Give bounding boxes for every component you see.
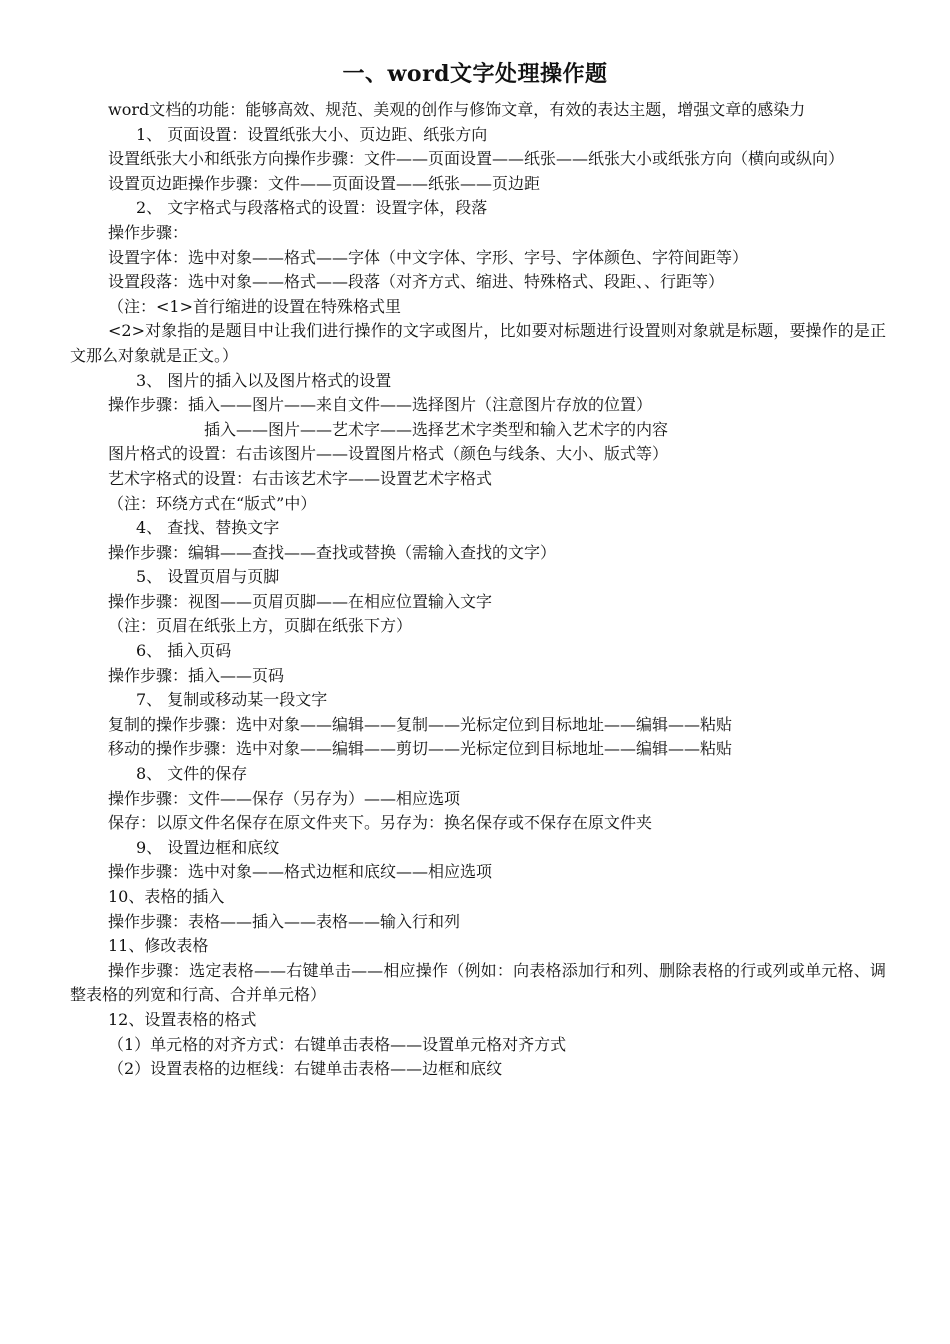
paragraph: （1）单元格的对齐方式：右键单击表格——设置单元格对齐方式 [108,1034,567,1054]
paragraph: 操作步骤：编辑——查找——查找或替换（需输入查找的文字） [108,542,557,562]
section-heading: 12、设置表格的格式 [108,1009,257,1029]
paragraph: 插入——图片——艺术字——选择艺术字类型和输入艺术字的内容 [204,419,669,439]
section-heading: 8、 文件的保存 [136,764,248,784]
note: （注：页眉在纸张上方，页脚在纸张下方） [108,616,413,636]
section-heading: 6、 插入页码 [136,641,232,661]
paragraph: 设置段落：选中对象——格式——段落（对齐方式、缩进、特殊格式、段距、、行距等） [108,272,725,292]
section-heading: 7、 复制或移动某一段文字 [136,690,328,710]
paragraph: 操作步骤：插入——页码 [108,665,285,685]
paragraph: 移动的操作步骤：选中对象——编辑——剪切——光标定位到目标地址——编辑——粘贴 [108,739,733,759]
section-heading: 10、表格的插入 [108,887,225,906]
paragraph: 操作步骤：插入——图片——来自文件——选择图片（注意图片存放的位置） [108,395,653,415]
paragraph: 图片格式的设置：右击该图片——设置图片格式（颜色与线条、大小、版式等） [108,444,669,464]
section-heading: 5、 设置页眉与页脚 [136,567,280,587]
document-body [70,98,886,1082]
note: <2>对象指的是题目中让我们进行操作的文字或图片，比如要对标题进行设置则对象就是标题，要操作的是正文那么对象就是正文。） [70,321,886,365]
paragraph: 操作步骤：选中对象——格式边框和底纹——相应选项 [108,862,493,882]
section-heading: 9、 设置边框和底纹 [136,837,280,857]
section-heading: 4、 查找、替换文字 [136,518,280,538]
paragraph: 操作步骤： [108,222,189,242]
document-title: 一、word文字处理操作题 [342,61,608,87]
paragraph: 操作步骤：表格——插入——表格——输入行和列 [108,911,461,931]
note: （注：环绕方式在“版式”中） [108,493,317,513]
paragraph: word文档的功能：能够高效、规范、美观的创作与修饰文章，有效的表达主题，增强文章的感染力 [108,100,806,119]
paragraph: 操作步骤：视图——页眉页脚——在相应位置输入文字 [108,591,493,611]
paragraph: 保存：以原文件名保存在原文件夹下。另存为：换名保存或不保存在原文件夹 [108,813,653,833]
paragraph: （2）设置表格的边框线：右键单击表格——边框和底纹 [108,1059,503,1079]
paragraph: 设置纸张大小和纸张方向操作步骤：文件——页面设置——纸张——纸张大小或纸张方向（横向或纵向） [108,149,845,169]
paragraph: 艺术字格式的设置：右击该艺术字——设置艺术字格式 [108,468,493,488]
paragraph: 设置页边距操作步骤：文件——页面设置——纸张——页边距 [108,173,541,193]
paragraph: 设置字体：选中对象——格式——字体（中文字体、字形、字号、字体颜色、字符间距等） [108,247,749,267]
note: （注：<1>首行缩进的设置在特殊格式里 [108,296,401,316]
paragraph: 操作步骤：文件——保存（另存为）——相应选项 [108,788,461,808]
paragraph: 复制的操作步骤：选中对象——编辑——复制——光标定位到目标地址——编辑——粘贴 [108,714,733,734]
section-heading: 2、 文字格式与段落格式的设置：设置字体，段落 [136,198,488,218]
paragraph: 操作步骤：选定表格——右键单击——相应操作（例如：向表格添加行和列、删除表格的行或列或单元格、调整表格的列宽和行高、合并单元格） [70,960,886,1005]
section-heading: 1、 页面设置：设置纸张大小、页边距、纸张方向 [136,124,488,144]
section-heading: 11、修改表格 [108,936,209,956]
section-heading: 3、 图片的插入以及图片格式的设置 [136,370,392,390]
